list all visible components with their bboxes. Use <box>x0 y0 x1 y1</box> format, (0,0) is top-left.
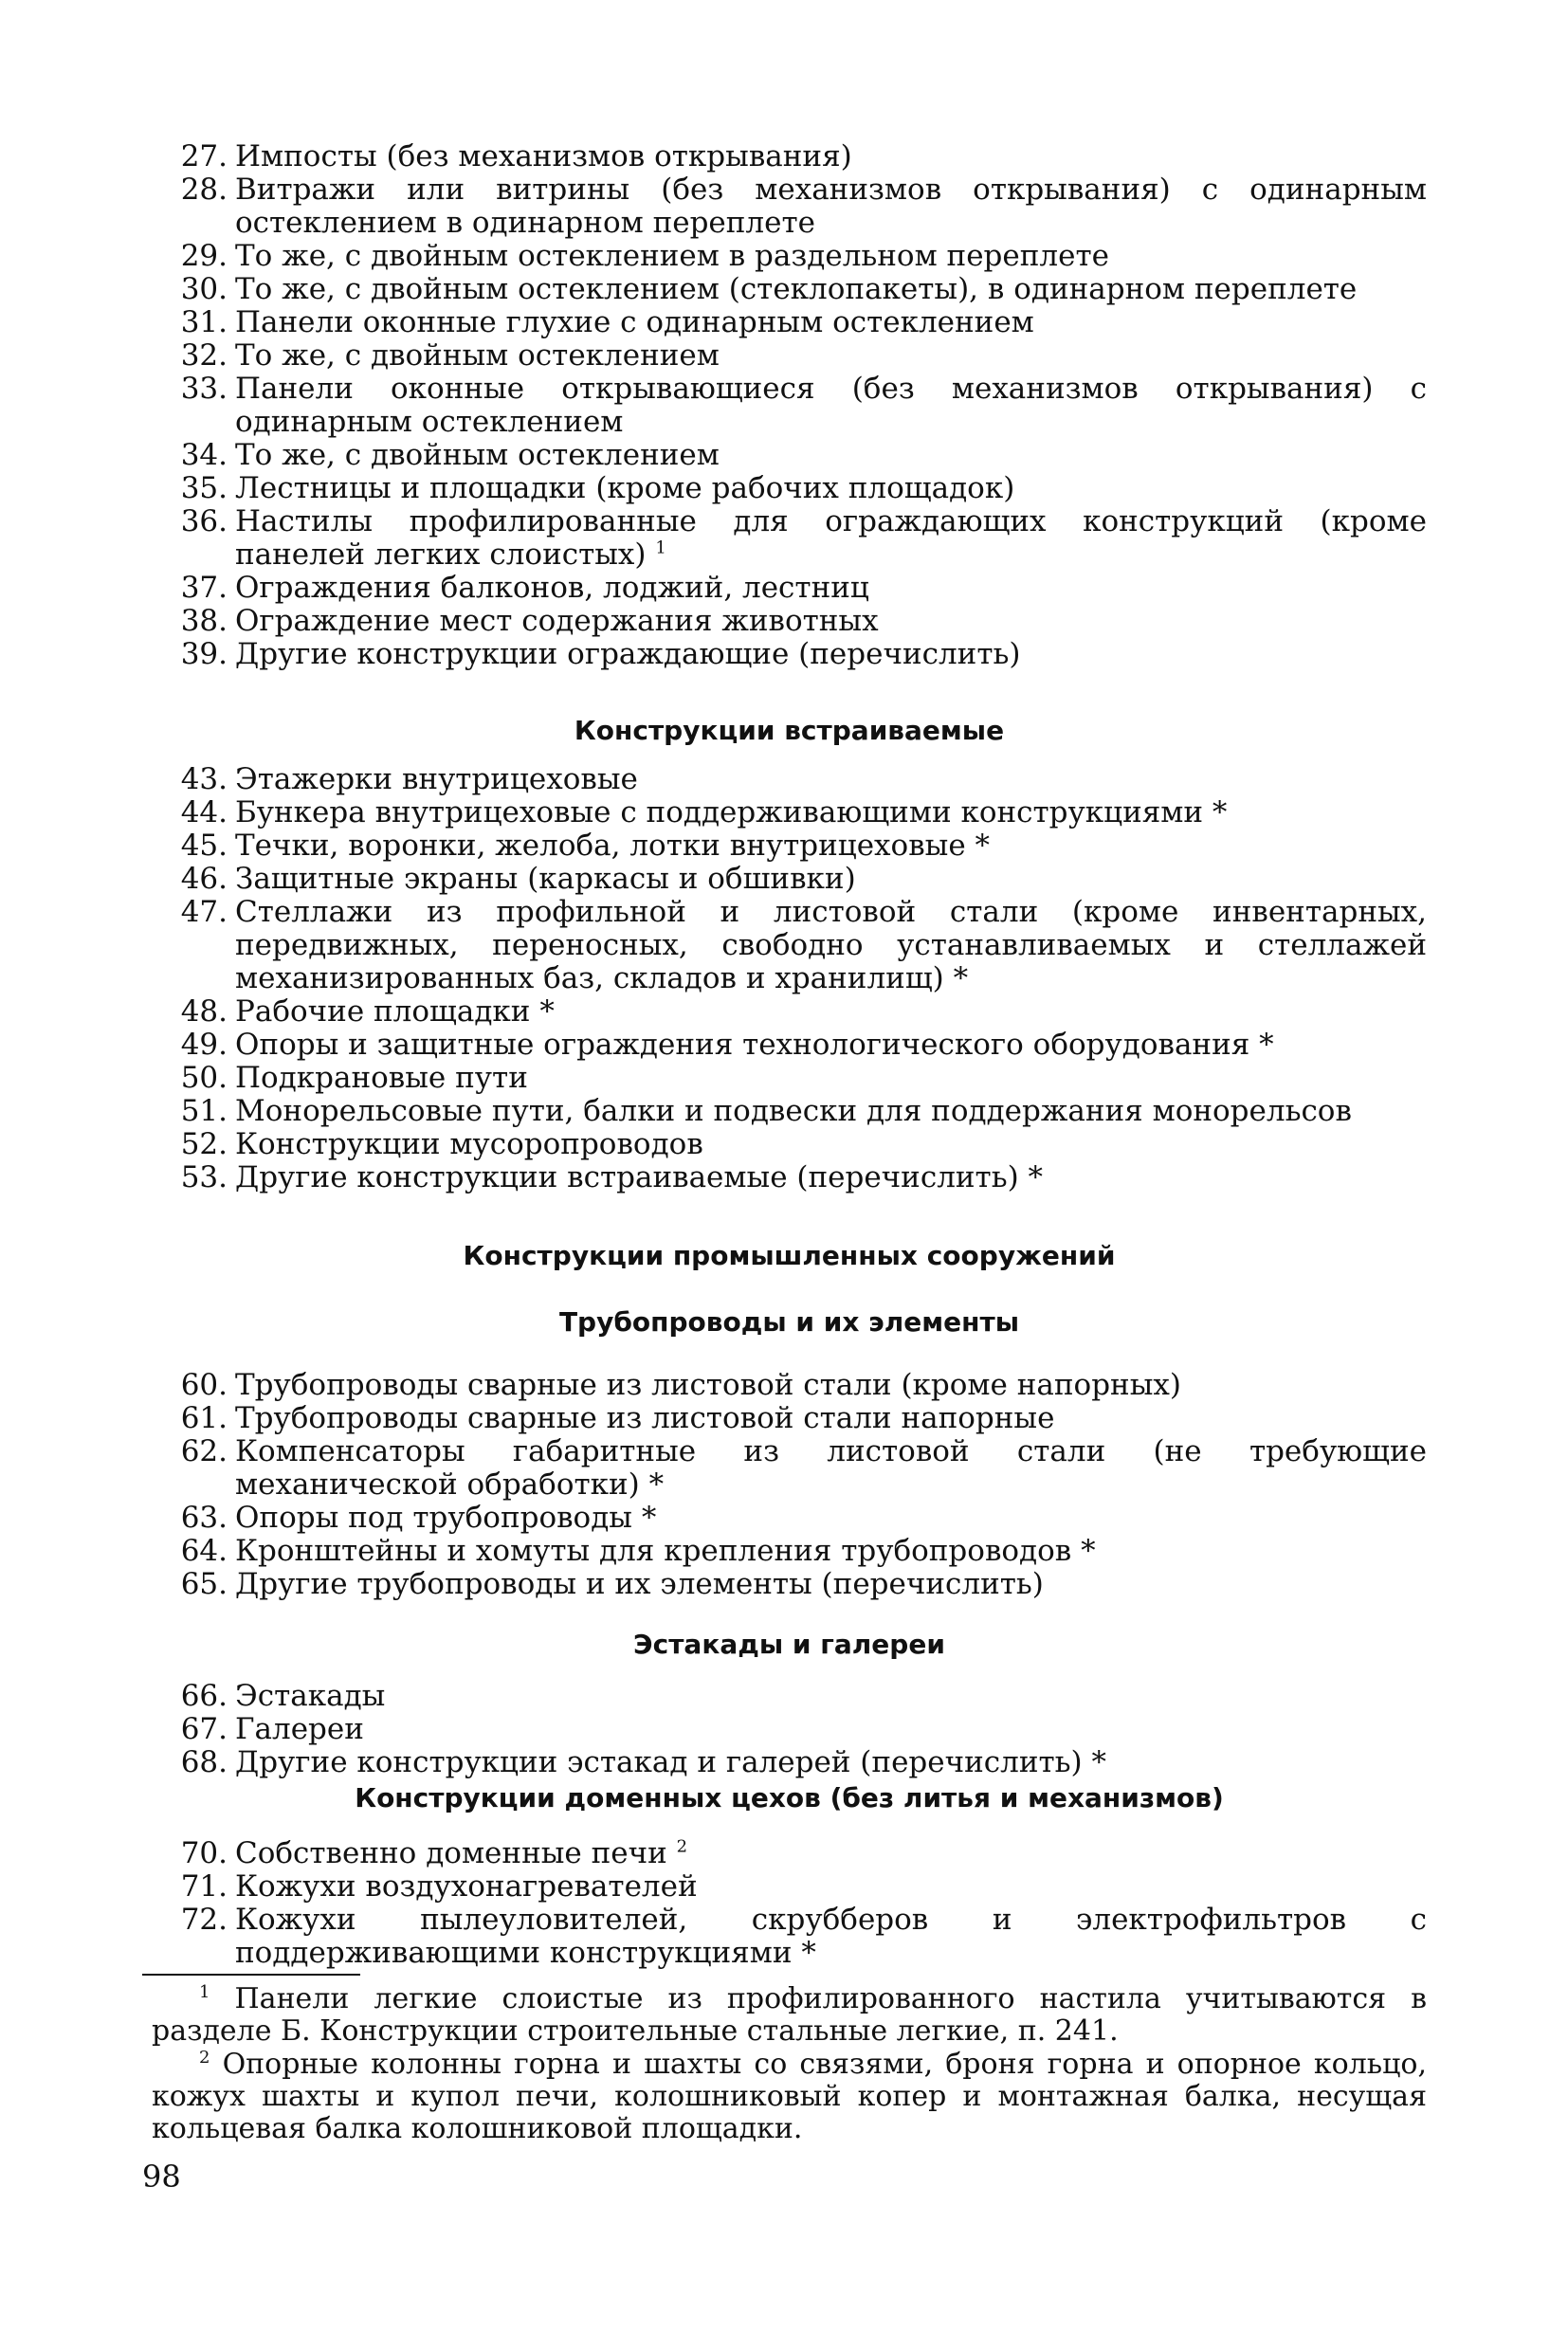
list-item <box>152 240 1427 273</box>
list-built-in-structures <box>152 763 1427 1194</box>
section-heading-industrial: Конструкции промышленных сооружений <box>463 1240 1116 1271</box>
item-number: 60. <box>180 1368 228 1402</box>
item-number: 72. <box>180 1903 228 1937</box>
list-item <box>152 1095 1427 1128</box>
item-number: 30. <box>180 272 228 306</box>
item-text-body: Опоры и защитные ограждения технологического оборудования * <box>235 1028 1274 1062</box>
list-item <box>152 605 1427 638</box>
item-number: 71. <box>180 1869 228 1904</box>
item-text-body: Другие конструкции эстакад и галерей (перечислить) * <box>235 1745 1106 1779</box>
section-heading-pipelines: Трубопроводы и их элементы <box>558 1306 1020 1338</box>
item-number: 35. <box>180 471 228 505</box>
item-text-body: Кожухи воздухонагревателей <box>235 1869 698 1904</box>
item-number: 66. <box>180 1679 228 1713</box>
footnote-reference: 1 <box>655 538 666 558</box>
list-item <box>152 140 1427 173</box>
section-heading-trestles: Эстакады и галереи <box>633 1629 945 1660</box>
list-item <box>152 1435 1427 1502</box>
list-item <box>152 896 1427 995</box>
item-number: 43. <box>180 762 228 796</box>
item-text-body: Трубопроводы сварные из листовой стали (кроме напорных) <box>235 1368 1181 1402</box>
item-number: 33. <box>180 372 228 406</box>
item-number: 38. <box>180 604 228 638</box>
item-number: 34. <box>180 438 228 472</box>
item-text <box>235 1369 1427 1402</box>
item-text-body: То же, с двойным остеклением (стеклопакеты), в одинарном переплете <box>235 272 1358 306</box>
item-text-body: Конструкции мусоропроводов <box>235 1127 703 1161</box>
list-item <box>152 1680 1427 1713</box>
item-text <box>235 505 1427 572</box>
list-item <box>152 1535 1427 1568</box>
item-text-body: Настилы профилированные для ограждающих конструкций (кроме панелей легких слоистых) <box>235 504 1427 572</box>
item-number: 27. <box>180 139 228 173</box>
item-text <box>235 829 1427 863</box>
item-text <box>235 1713 1427 1746</box>
item-text <box>235 240 1427 273</box>
item-number: 64. <box>180 1534 228 1568</box>
item-text <box>235 605 1427 638</box>
item-number: 68. <box>180 1745 228 1779</box>
item-text-body: Эстакады <box>235 1679 386 1713</box>
section-heading-blast-furnace: Конструкции доменных цехов (без литья и механизмов) <box>355 1782 1224 1813</box>
item-text-body: Панели оконные глухие с одинарным остеклением <box>235 305 1034 339</box>
page-number: 98 <box>142 2159 181 2195</box>
footnote-1-mark: 1 <box>199 1982 210 2002</box>
item-text <box>235 896 1427 995</box>
item-text <box>235 1402 1427 1435</box>
item-text <box>235 1128 1427 1161</box>
list-item <box>152 273 1427 306</box>
item-text <box>235 173 1427 240</box>
list-item <box>152 339 1427 373</box>
item-text-body: Бункера внутрицеховые с поддерживающими конструкциями * <box>235 795 1228 829</box>
item-text <box>235 638 1427 671</box>
item-text-body: Течки, воронки, желоба, лотки внутрицеховые * <box>235 829 991 863</box>
item-text-body: Импосты (без механизмов открывания) <box>235 139 852 173</box>
footnote-divider <box>142 1974 360 1976</box>
item-text <box>235 796 1427 829</box>
list-item <box>152 1128 1427 1161</box>
item-text-body: Витражи или витрины (без механизмов открывания) с одинарным остеклением в одинарном переплете <box>235 173 1427 240</box>
item-text-body: Собственно доменные печи <box>235 1836 667 1870</box>
item-text <box>235 1029 1427 1062</box>
item-number: 65. <box>180 1567 228 1601</box>
list-item <box>152 1870 1427 1904</box>
list-item <box>152 373 1427 439</box>
list-item <box>152 1904 1427 1970</box>
section-heading-built-in: Конструкции встраиваемые <box>574 715 1005 746</box>
item-number: 37. <box>180 571 228 605</box>
item-number: 47. <box>180 895 228 929</box>
list-item <box>152 1746 1427 1779</box>
item-number: 52. <box>180 1127 228 1161</box>
item-text <box>235 306 1427 339</box>
item-text <box>235 1870 1427 1904</box>
footnote-1-text: Панели легкие слоистые из профилированного настила учитываются в разделе Б. Конструкции строительные стальные легкие, п. 241. <box>152 1982 1427 2048</box>
list-enclosing-structures <box>152 140 1427 671</box>
list-pipelines <box>152 1369 1427 1601</box>
item-text <box>235 1095 1427 1128</box>
list-item <box>152 1029 1427 1062</box>
item-number: 61. <box>180 1401 228 1435</box>
item-text-body: Другие конструкции ограждающие (перечислить) <box>235 637 1021 671</box>
list-item <box>152 1402 1427 1435</box>
item-text <box>235 1502 1427 1535</box>
item-text <box>235 1435 1427 1502</box>
item-text-body: Трубопроводы сварные из листовой стали напорные <box>235 1401 1055 1435</box>
item-text-body: Кронштейны и хомуты для крепления трубопроводов * <box>235 1534 1096 1568</box>
list-item <box>152 995 1427 1029</box>
item-text-body: Галереи <box>235 1712 364 1746</box>
list-item <box>152 439 1427 472</box>
list-item <box>152 505 1427 572</box>
item-text-body: Этажерки внутрицеховые <box>235 762 638 796</box>
list-item <box>152 1713 1427 1746</box>
list-trestles <box>152 1680 1427 1779</box>
item-text <box>235 863 1427 896</box>
item-number: 51. <box>180 1094 228 1128</box>
item-text-body: То же, с двойным остеклением в раздельном переплете <box>235 239 1109 273</box>
list-item <box>152 1837 1427 1870</box>
item-number: 49. <box>180 1028 228 1062</box>
item-text <box>235 1746 1427 1779</box>
item-text <box>235 339 1427 373</box>
item-number: 48. <box>180 994 228 1029</box>
list-item <box>152 572 1427 605</box>
item-text <box>235 572 1427 605</box>
item-number: 70. <box>180 1836 228 1870</box>
item-text-body: Кожухи пылеуловителей, скрубберов и электрофильтров с поддерживающими конструкциями * <box>235 1903 1427 1970</box>
item-text-body: Ограждение мест содержания животных <box>235 604 879 638</box>
item-text <box>235 373 1427 439</box>
footnote-2-text: Опорные колонны горна и шахты со связями, броня горна и опорное кольцо, кожух шахты и купол печи, колошниковый копер и монтажная балка, несущая кольцевая балка колошниковой площадки. <box>152 2048 1427 2145</box>
footnote-2 <box>152 2049 1427 2145</box>
footnote-1 <box>152 1983 1427 2048</box>
item-text <box>235 1837 1427 1870</box>
item-number: 50. <box>180 1061 228 1095</box>
list-item <box>152 863 1427 896</box>
item-text-body: Другие конструкции встраиваемые (перечислить) * <box>235 1160 1044 1194</box>
list-item <box>152 829 1427 863</box>
list-item <box>152 472 1427 505</box>
list-item <box>152 1369 1427 1402</box>
item-text <box>235 763 1427 796</box>
item-text <box>235 140 1427 173</box>
item-text <box>235 1568 1427 1601</box>
item-number: 44. <box>180 795 228 829</box>
item-text-body: Опоры под трубопроводы * <box>235 1501 657 1535</box>
list-item <box>152 306 1427 339</box>
list-item <box>152 638 1427 671</box>
item-number: 45. <box>180 829 228 863</box>
item-text <box>235 1680 1427 1713</box>
item-number: 63. <box>180 1501 228 1535</box>
item-text-body: Лестницы и площадки (кроме рабочих площадок) <box>235 471 1015 505</box>
item-text <box>235 1062 1427 1095</box>
item-text-body: Панели оконные открывающиеся (без механизмов открывания) с одинарным остеклением <box>235 372 1427 439</box>
item-text-body: Ограждения балконов, лоджий, лестниц <box>235 571 869 605</box>
list-item <box>152 1161 1427 1194</box>
item-text <box>235 1904 1427 1970</box>
list-item <box>152 796 1427 829</box>
item-text <box>235 1161 1427 1194</box>
item-number: 46. <box>180 862 228 896</box>
item-number: 36. <box>180 504 228 538</box>
item-text <box>235 995 1427 1029</box>
item-number: 29. <box>180 239 228 273</box>
item-number: 28. <box>180 173 228 207</box>
list-item <box>152 1062 1427 1095</box>
item-text-body: Монорельсовые пути, балки и подвески для поддержания монорельсов <box>235 1094 1352 1128</box>
item-text-body: Рабочие площадки * <box>235 994 555 1029</box>
item-text-body: Другие трубопроводы и их элементы (перечислить) <box>235 1567 1044 1601</box>
footnote-reference: 2 <box>676 1836 688 1857</box>
item-text-body: То же, с двойным остеклением <box>235 438 720 472</box>
item-text <box>235 1535 1427 1568</box>
list-blast-furnace <box>152 1837 1427 1970</box>
item-number: 31. <box>180 305 228 339</box>
list-item <box>152 1502 1427 1535</box>
list-item <box>152 1568 1427 1601</box>
item-text <box>235 472 1427 505</box>
list-item <box>152 763 1427 796</box>
item-number: 62. <box>180 1434 228 1468</box>
item-text-body: То же, с двойным остеклением <box>235 338 720 373</box>
item-text-body: Подкрановые пути <box>235 1061 528 1095</box>
item-number: 67. <box>180 1712 228 1746</box>
item-number: 53. <box>180 1160 228 1194</box>
footnote-2-mark: 2 <box>199 2048 210 2068</box>
item-number: 32. <box>180 338 228 373</box>
item-number: 39. <box>180 637 228 671</box>
item-text <box>235 439 1427 472</box>
list-item <box>152 173 1427 240</box>
item-text-body: Стеллажи из профильной и листовой стали (кроме инвентарных, передвижных, переносных, свободно устанавливаемых и стеллажей механизированных баз, складов и хранилищ) * <box>235 895 1427 995</box>
item-text <box>235 273 1427 306</box>
item-text-body: Компенсаторы габаритные из листовой стали (не требующие механической обработки) * <box>235 1434 1427 1502</box>
item-text-body: Защитные экраны (каркасы и обшивки) <box>235 862 856 896</box>
